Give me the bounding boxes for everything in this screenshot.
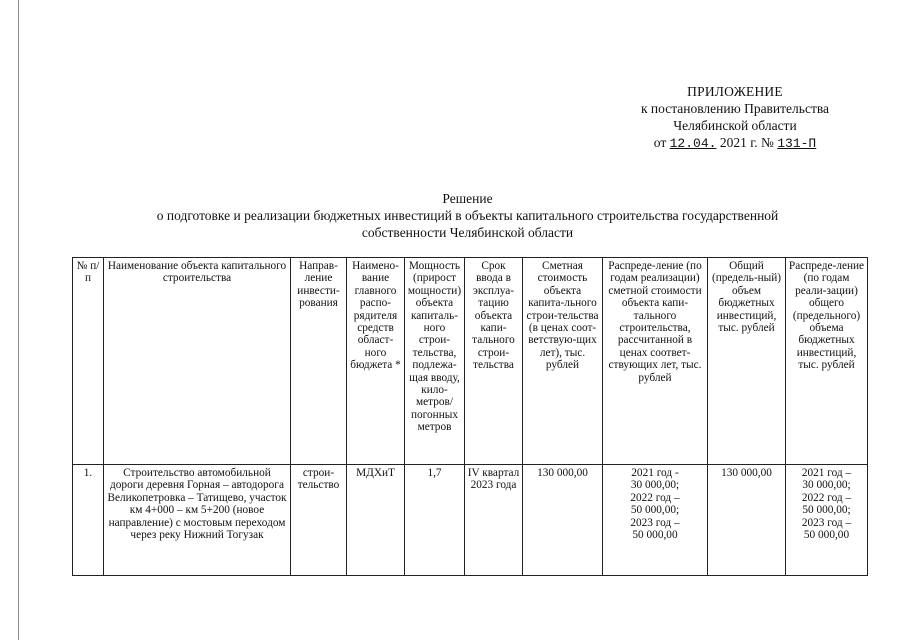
document-number: 131-П <box>777 136 817 151</box>
cell-number: 1. <box>73 465 104 576</box>
appendix-title: ПРИЛОЖЕНИЕ <box>687 84 783 99</box>
header-capacity: Мощность (прирост мощности) объекта капиталь-ного строи-тельства, подлежа-щая вводу, кило-метров/ погонных метров <box>405 258 465 465</box>
cell-total-investment: 130 000,00 <box>708 465 786 576</box>
header-estimated-cost: Сметная стоимость объекта капита-льного строи-тельства (в ценах соот-ветствую-щих лет), тыс. рублей <box>523 258 603 465</box>
cell-budget-manager: МДХиТ <box>347 465 405 576</box>
cell-direction: строи-тельство <box>291 465 347 576</box>
scan-edge-line <box>18 0 19 640</box>
cell-commissioning-term: IV квартал 2023 года <box>465 465 523 576</box>
header-number: № п/п <box>73 258 104 465</box>
decision-title: Решение <box>442 191 493 206</box>
cell-capacity: 1,7 <box>405 465 465 576</box>
investment-distribution-line: 50 000,00 <box>803 529 850 542</box>
cell-investment-distribution <box>786 465 868 576</box>
investment-distribution-line: 2021 год – <box>801 467 852 479</box>
date-value: 12.04. <box>669 136 717 151</box>
cost-distribution-line: 30 000,00; <box>630 479 680 492</box>
cost-distribution-line: 2021 год - <box>631 467 679 479</box>
investment-distribution-line: 30 000,00; <box>802 479 851 492</box>
header-budget-manager: Наимено-вание главного распо-рядителя средств област-ного бюджета * <box>347 258 405 465</box>
cell-cost-distribution <box>603 465 708 576</box>
investment-table <box>72 257 868 576</box>
decision-heading <box>95 190 840 241</box>
cost-distribution-line: 50 000,00 <box>632 529 678 542</box>
table-header-row <box>73 258 868 465</box>
investment-distribution-line: 2022 год – <box>801 491 852 504</box>
cost-distribution-line: 2023 год – <box>630 516 680 529</box>
cost-distribution-line: 50 000,00; <box>630 504 680 517</box>
header-commissioning-term: Срок ввода в эксплуа-тацию объекта капи-тального строи-тельства <box>465 258 523 465</box>
cost-distribution-line: 2022 год – <box>630 491 680 504</box>
appendix-block <box>600 83 870 152</box>
decision-subtitle-line-2: собственности Челябинской области <box>361 225 574 240</box>
header-object-name: Наименование объекта капитального строительства <box>104 258 291 465</box>
header-total-investment: Общий (предель-ный) объем бюджетных инвестиций, тыс. рублей <box>708 258 786 465</box>
appendix-date-line <box>600 134 870 152</box>
header-direction: Направ-ление инвести-рования <box>291 258 347 465</box>
date-prefix: от <box>653 135 667 150</box>
appendix-line-2: к постановлению Правительства <box>640 101 830 116</box>
header-cost-distribution: Распреде-ление (по годам реализации) сметной стоимости объекта капи-тального строительства, рассчитанной в ценах соответ-ствующих лет, тыс. рублей <box>603 258 708 465</box>
decision-subtitle-line-1: о подготовке и реализации бюджетных инвестиций в объекты капитального строительства государственной <box>156 208 779 223</box>
cell-object-name: Строительство автомобильной дороги деревня Горная – автодорога Великопетровка – Татищево, участок км 4+000 – км 5+200 (новое направление) с мостовым переходом через реку Нижний Тогузак <box>104 465 291 576</box>
appendix-line-3: Челябинской области <box>673 118 797 133</box>
investment-distribution-line: 50 000,00; <box>802 504 851 517</box>
cell-estimated-cost: 130 000,00 <box>523 465 603 576</box>
table-row <box>73 465 868 576</box>
investment-distribution-line: 2023 год – <box>801 516 852 529</box>
year-text: 2021 г. № <box>719 135 774 150</box>
header-investment-distribution: Распреде-ление (по годам реали-зации) общего (предельного) объема бюджетных инвестиций, тыс. рублей <box>786 258 868 465</box>
